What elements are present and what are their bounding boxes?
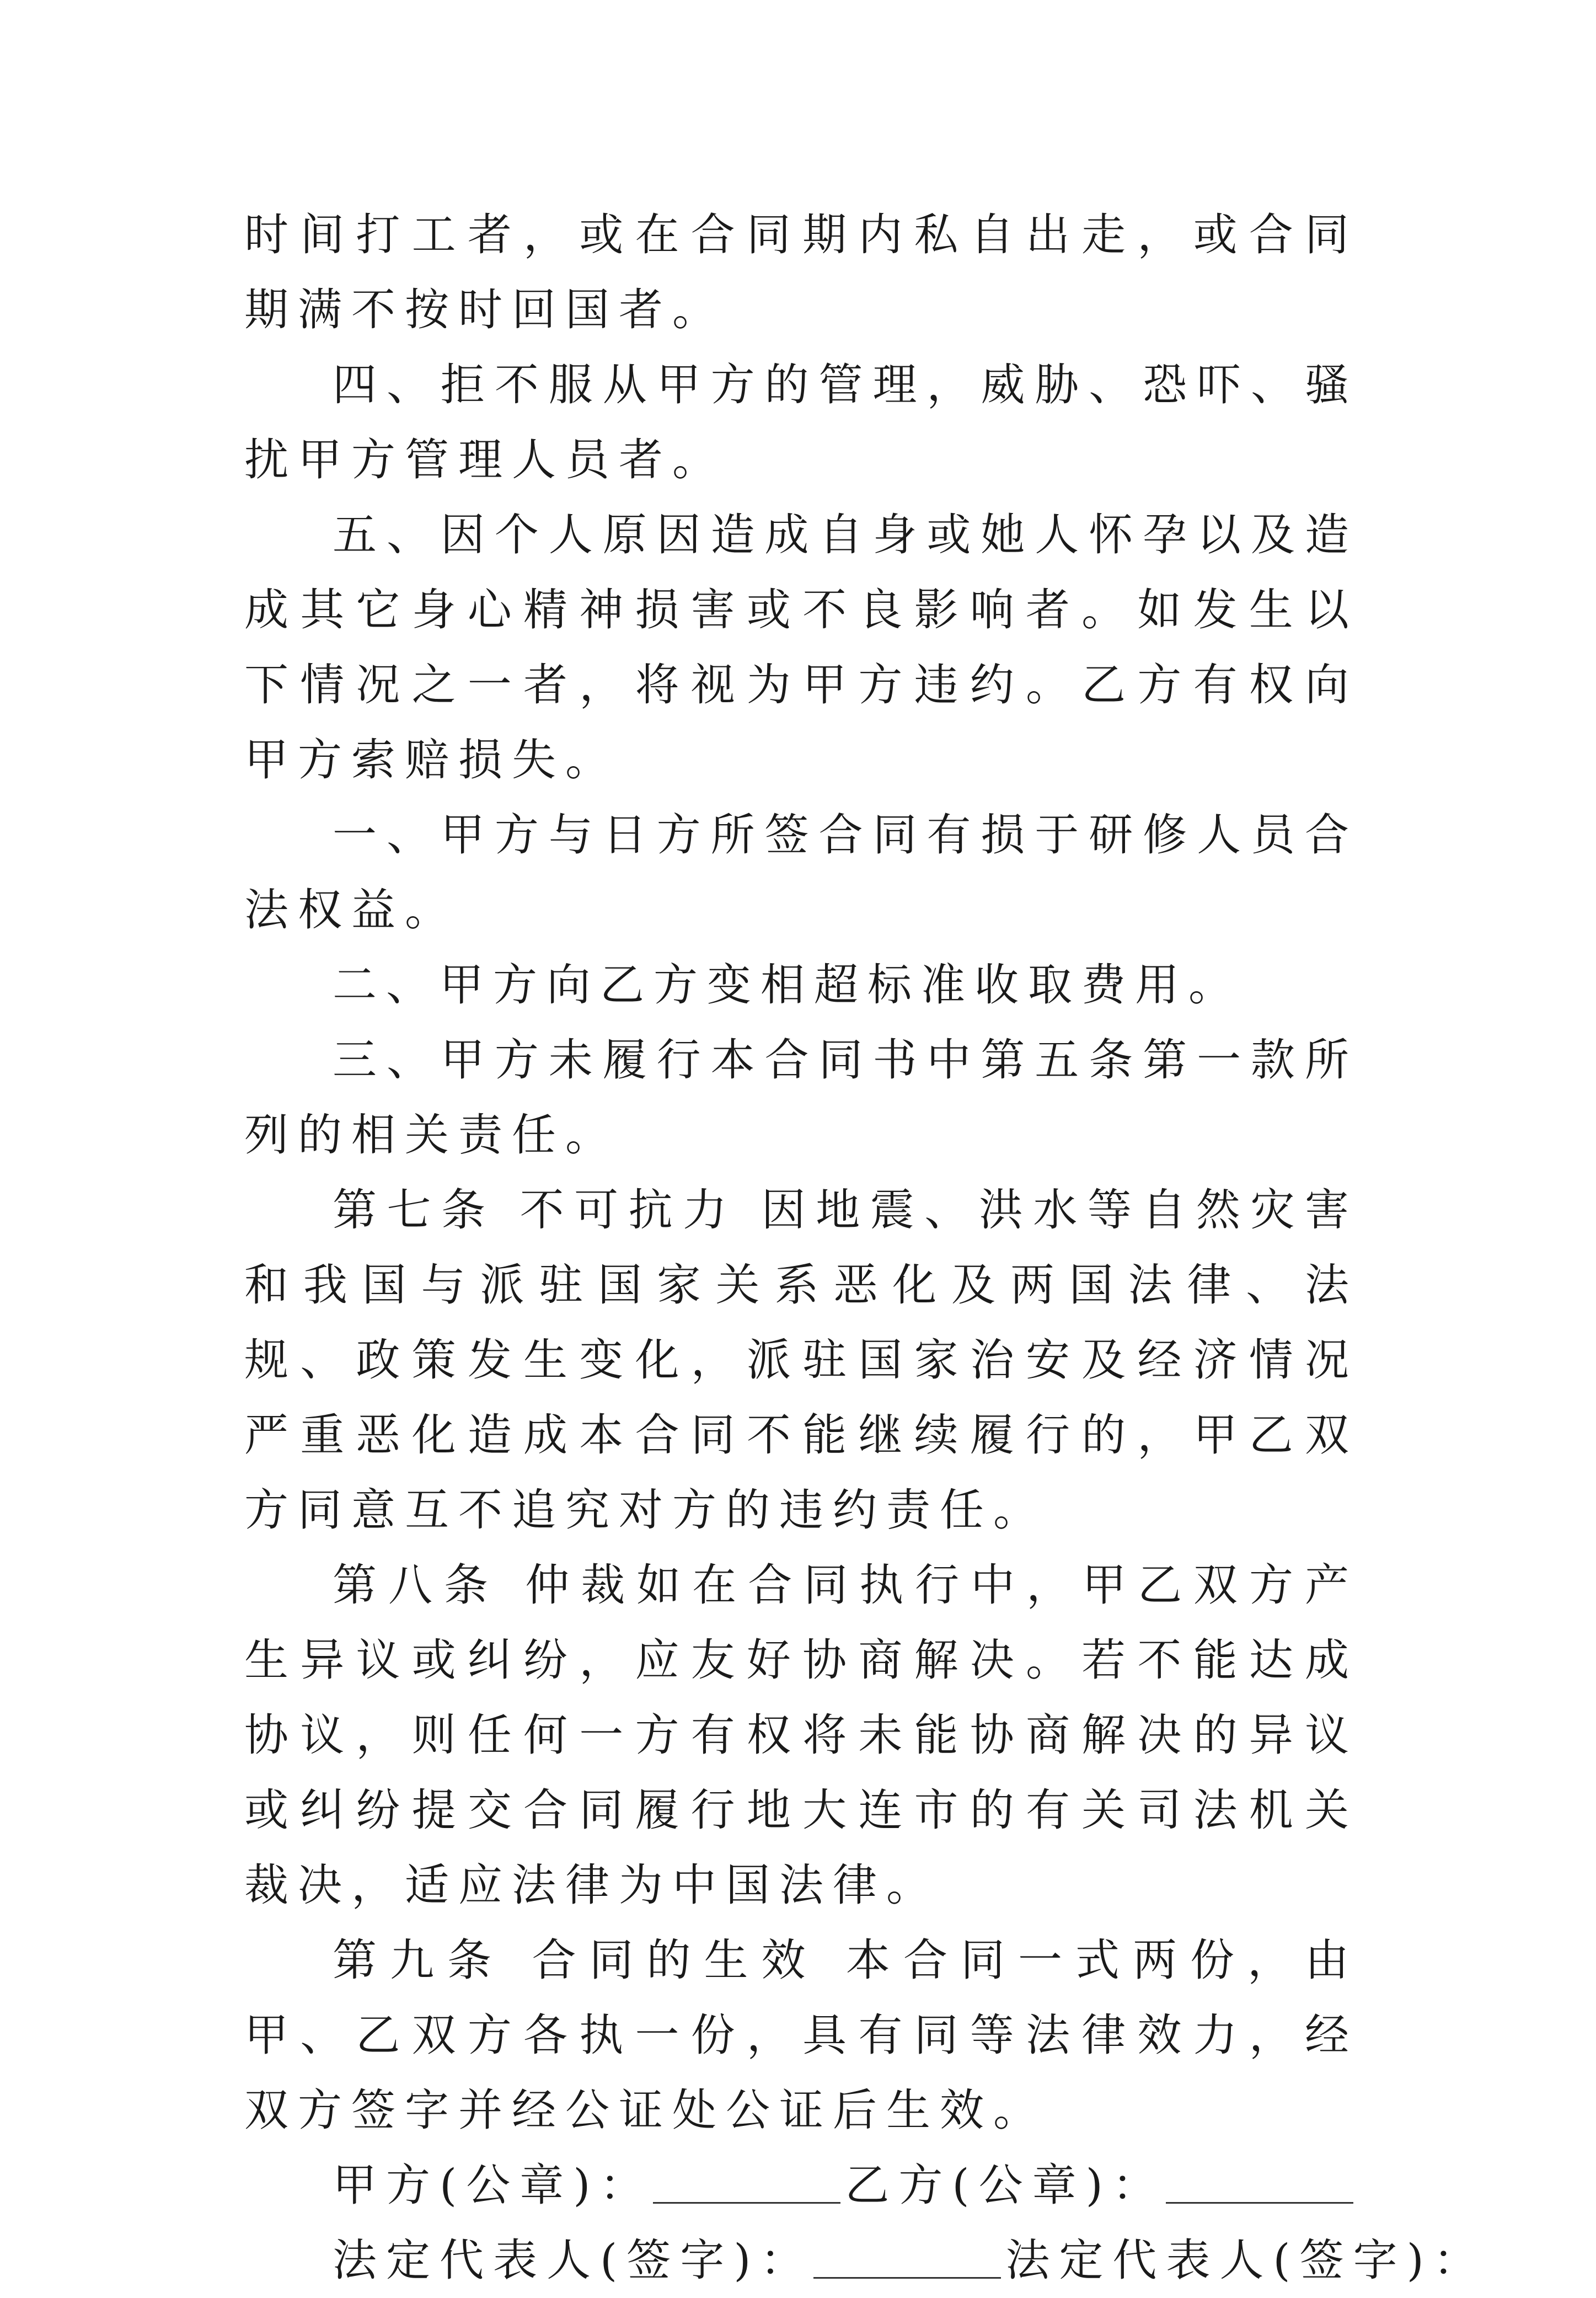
party-b-seal-blank [1166,2158,1353,2204]
document-page [244,197,1487,2298]
paragraph-clause-5: 五、因个人原因造成自身或她人怀孕以及造成其它身心精神损害或不良影响者。如发生以下情况之一者，将视为甲方违约。乙方有权向甲方索赔损失。 [244,509,1358,785]
paragraph-breach-3: 三、甲方未履行本合同书中第五条第一款所列的相关责任。 [244,1034,1358,1161]
signature-rep-line [244,2223,1487,2298]
party-a-seal-blank [653,2158,840,2204]
paragraph-clause-4: 四、拒不服从甲方的管理，威胁、恐吓、骚扰甲方管理人员者。 [244,359,1358,485]
paragraph-breach-2: 二、甲方向乙方变相超标准收取费用。 [333,959,1242,1011]
signature-seal-line [244,2148,1358,2223]
paragraph-breach-1: 一、甲方与日方所签合同有损于研修人员合法权益。 [244,809,1358,936]
party-a-rep-blank [813,2233,1001,2279]
paragraph-article-7: 第七条 不可抗力 因地震、洪水等自然灾害和我国与派驻国家关系恶化及两国法律、法规、政策发生变化，派驻国家治安及经济情况严重恶化造成本合同不能继续履行的，甲乙双方同意互不追究对方的违约责任。 [244,1184,1358,1536]
paragraph-article-9: 第九条 合同的生效 本合同一式两份，由甲、乙双方各执一份，具有同等法律效力，经双方签字并经公证处公证后生效。 [244,1934,1358,2136]
party-b-seal-label: 乙方(公章)： [845,2160,1166,2211]
party-b-rep-label: 法定代表人(签字)： [1005,2235,1487,2286]
paragraph-article-8: 第八条 仲裁如在合同执行中，甲乙双方产生异议或纠纷，应友好协商解决。若不能达成协议，则任何一方有权将未能协商解决的异议或纠纷提交合同履行地大连市的有关司法机关裁决，适应法律为中国法律。 [244,1559,1358,1911]
paragraph-continuation: 时间打工者，或在合同期内私自出走，或合同期满不按时回国者。 [244,209,1358,335]
party-a-rep-label: 法定代表人(签字)： [333,2235,814,2286]
party-a-seal-label: 甲方(公章)： [333,2160,654,2211]
